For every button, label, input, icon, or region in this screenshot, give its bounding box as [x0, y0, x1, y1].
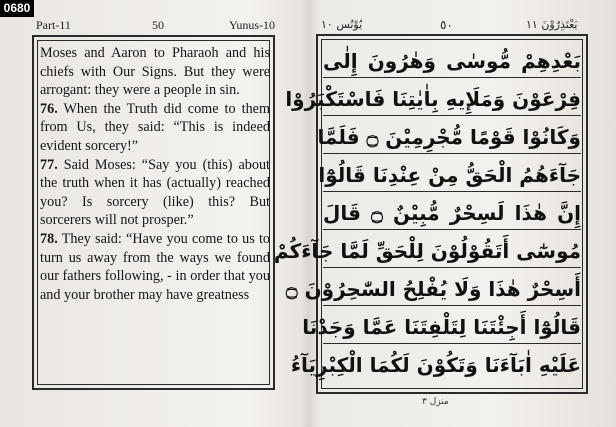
verse-number: 78. — [40, 230, 58, 247]
arabic-line-4: جَآءَهُمُ الْحَقُّ مِنْ عِنْدِنَا قَالُوْٓا — [323, 158, 581, 192]
verse-text: When the Truth did come to them from Us, they said: “This is indeed evident sorcery!” — [40, 100, 271, 154]
surah-label-arabic: يُوْنُس ١٠ — [321, 18, 363, 31]
verse-text: They said: “Have you come to us to turn us away from the ways we found our fathers following, - in order that you and your brother may have greatness — [40, 230, 270, 303]
arabic-line-9: عَلَيْهِ اٰبَآءَنَا وَتَكُوْنَ لَكُمَا الْكِبْرِيَآءُ — [290, 353, 581, 377]
part-label: Part-11 — [36, 18, 71, 32]
surah-label: Yunus-10 — [229, 18, 276, 32]
verse-78 — [40, 230, 270, 304]
catchword-label: يَعْتَذِرُوْنَ ١١ — [526, 18, 578, 31]
paragraph-continuation — [40, 44, 270, 100]
verse-77 — [40, 156, 270, 230]
english-translation — [40, 44, 270, 304]
verse-number: 77. — [40, 156, 58, 173]
arabic-text — [273, 44, 582, 388]
page-number: 50 — [152, 18, 164, 32]
arabic-line-5: إِنَّ هٰذَا لَسِحْرٌ مُّبِيْنٌ ۝ قَالَ — [323, 196, 581, 230]
verse-76 — [40, 100, 270, 156]
verse-number: 76. — [40, 100, 58, 117]
manzil-footer: منزل ٣ — [422, 397, 449, 407]
page-number-arabic: ٥٠ — [440, 18, 453, 32]
arabic-line-8: قَالُوْٓا أَجِئْتَنَا لِتَلْفِتَنَا عَمَّا وَجَدْنَا — [323, 310, 581, 344]
arabic-line-7: أَسِحْرٌ هٰذَا وَلَا يُفْلِحُ السّٰحِرُوْنَ ۝ — [323, 272, 581, 306]
scan-id-label: 0680 — [0, 0, 34, 17]
arabic-line-2: فِرْعَوْنَ وَمَلَإِيهِ بِاٰيٰتِنَا فَاسْتَكْبَرُوْا — [323, 82, 581, 116]
arabic-line-3: وَكَانُوْا قَوْمًا مُّجْرِمِيْنَ ۝ فَلَمَّا — [323, 120, 581, 154]
verse-text: Moses and Aaron to Pharaoh and his chiefs with Our Signs. But they were arrogant: they were a people in sin. — [40, 45, 270, 99]
verse-text: Said Moses: “Say you (this) about the truth when it has (actually) reached you? Is sorcery (like) this? But sorcerers will not prosper.” — [40, 156, 270, 229]
arabic-line-1: بَعْدِهِمْ مُّوسٰى وَهٰرُونَ إِلٰى — [323, 44, 581, 78]
arabic-line-6: مُوسٰٓى أَتَقُوْلُوْنَ لِلْحَقِّ لَمَّا جَآءَكُمْ — [323, 234, 581, 268]
